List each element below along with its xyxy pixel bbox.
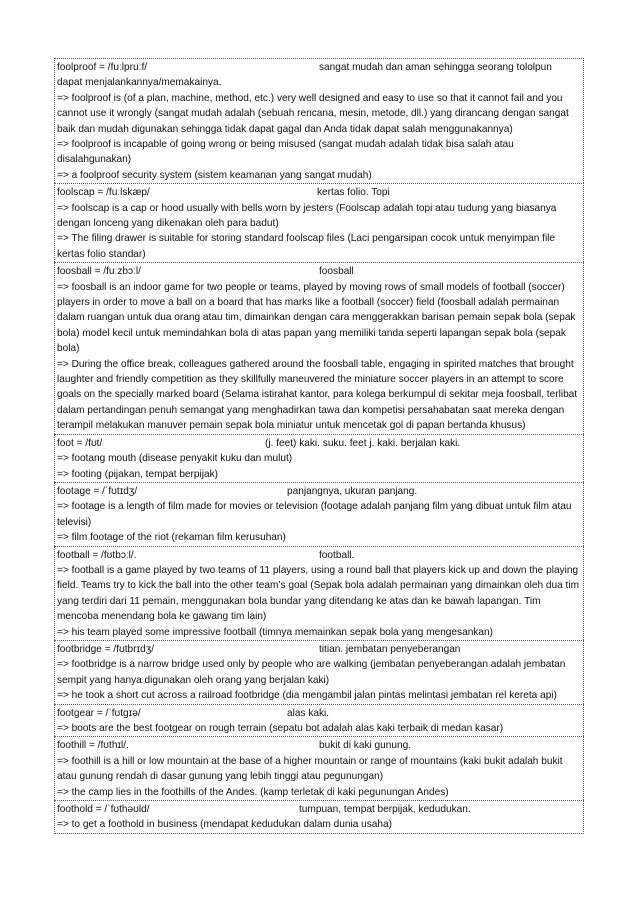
entry-header [57,436,581,451]
entry-line: => foolproof is (of a plan, machine, method, etc.) very well designed and easy to use so that it cannot fail and you cannot use it wrongly (sangat mudah adalah (sebuah rencana, mesin, metode, dll.) yang dirancang dengan sangat baik dan mudah digunakan sehingga tidak dapat gagal dan Anda tidak dapat salah menggunakannya) [57,92,569,135]
entry-translation: alas kaki. [287,707,330,719]
entry-line: => footing (pijakan, tempat berpijak) [57,468,219,480]
entry-line: => footage is a length of film made for movies or television (footage adalah panjang film yang dibuat untuk film atau televisi) [57,501,572,528]
entry-line: => the camp lies in the foothills of the Andes. (kamp terletak di kaki pegunungan Andes) [57,786,449,798]
entry-header [57,60,581,75]
entry-term: football = /fʊtbɔːl/. [57,549,137,561]
entry-term: foothold = /ˈfʊthəʊld/ [57,803,150,815]
entry-term: foot = /fʊt/ [57,437,103,449]
entry-header [57,738,581,753]
entry-term: foolproof = /fuːlpruːf/ [57,62,148,73]
entry-line: => football is a game played by two teams of 11 players, using a round ball that players kick up and down the playing field. Teams try to kick the ball into the other team’s goal (Sepak bola adalah permainan yang dimainkan oleh dua tim yang terdiri dari 11 pemain, menggunakan bola bundar yang ditendang ke atas dan ke bawah lapangan. Tim mencoba menendang bola ke gawang tim lain) [57,564,580,623]
entry-line: => foosball is an indoor game for two people or teams, played by moving rows of small models of football (soccer) players in order to move a ball on a board that has marks like a football (soccer) field (foosball adalah permainan dalam ruangan untuk dua orang atau tim, dimainkan dengan cara menggerakkan barisan pemain sepak bola (sepak bola) model kecil untuk memindahkan bola di atas papan yang memiliki tanda seperti lapangan sepak bola (sepak bola) [57,281,576,355]
entry-term: footbridge = /fʊtbrɪdʒ/ [57,643,155,655]
entry-header [57,185,581,200]
dictionary-entry [54,546,584,640]
entry-header [57,484,581,499]
entry-translation: bukit di kaki gunung. [319,740,412,752]
entry-line: => boots are the best footgear on rough terrain (sepatu bot adalah alas kaki terbaik di medan kasar) [57,722,504,734]
entry-term: footgear = /ˈfʊtgɪə/ [57,707,141,719]
entry-line: dapat menjalankannya/memakainya. [57,77,222,89]
entry-translation: (j. feet) kaki. suku. feet j. kaki. berjalan kaki. [265,437,461,449]
dictionary-entry [54,183,584,262]
entry-line: => foolproof is incapable of going wrong or being misused (sangat mudah adalah tidak bisa salah atau disalahgunakan) [57,139,514,166]
entry-header [57,642,581,657]
entry-header [57,264,581,279]
entry-translation: panjangnya, ukuran panjang. [287,485,418,497]
entry-line: => film footage of the riot (rekaman film kerusuhan) [57,532,286,544]
entry-line: => The filing drawer is suitable for storing standard foolscap files (Laci pengarsipan cocok untuk menyimpan file kertas folio standar) [57,233,556,260]
entry-line: => he took a short cut across a railroad footbridge (dia mengambil jalan pintas melintasi jembatan rel kereta api) [57,690,557,702]
entry-line: => foothill is a hill or low mountain at the base of a higher mountain or range of mountains (kaki bukit adalah bukit atau gunung rendah di dasar gunung yang lebih tinggi atau pegunungan) [57,755,563,783]
entry-translation: foosball [319,266,354,278]
dictionary-entry [54,800,584,834]
entry-term: foosball = /fuːzbɔːl/ [57,266,141,278]
entry-line: => his team played some impressive football (timnya memainkan sepak bola yang mengesankan) [57,626,493,638]
entry-line: => to get a foothold in business (mendapat kedudukan dalam dunia usaha) [57,819,393,831]
entry-header [57,802,581,817]
dictionary-entry [54,482,584,546]
entry-header [57,706,581,721]
entry-line: => footbridge is a narrow bridge used only by people who are walking (jembatan penyeberangan adalah jembatan sempit yang hanya digunakan oleh orang yang berjalan kaki) [57,659,566,686]
entry-line: => foolscap is a cap or hood usually with bells worn by jesters (Foolscap adalah topi atau tudung yang biasanya dengan lonceng yang dikenakan oleh para badut) [57,202,557,230]
entry-translation: football. [319,549,355,561]
entry-line: => footang mouth (disease penyakit kuku dan mulut) [57,453,293,465]
entry-translation: tumpuan, tempat berpijak, kedudukan. [299,803,471,815]
entry-line: => During the office break, colleagues gathered around the foosball table, engaging in spirited matches that brought laughter and friendly competition as they skillfully maneuvered the miniature soccer players in an attempt to score goals on the specially marked board (Selama istirahat kantor, para kolega berkumpul di sekitar meja foosball, terlibat dalam pertandingan penuh semangat yang menghadirkan tawa dan kompetisi persahabatan saat mereka dengan terampil melakukan manuver pemain sepak bola miniatur untuk mencetak gol di papan bertanda khusus) [57,358,578,432]
entry-translation: kertas folio. Topi [317,187,390,199]
dictionary-entry [54,58,584,183]
entry-term: footage = /ˈfʊtɪdʒ/ [57,485,138,497]
dictionary-entry [54,640,584,704]
dictionary-entry [54,434,584,482]
entry-header [57,548,581,563]
entry-term: foolscap = /fuːlskæp/ [57,187,150,199]
dictionary-entry [54,704,584,737]
entry-translation: titian. jembatan penyeberangan [319,643,461,655]
entry-translation: sangat mudah dan aman sehingga seorang tololpun [319,62,552,73]
entry-term: foothill = /fʊthɪl/. [57,740,129,752]
dictionary-entry [54,262,584,433]
dictionary-entry [54,736,584,800]
entry-line: => a foolproof security system (sistem keamanan yang sangat mudah) [57,169,372,181]
dictionary-page [54,58,584,834]
